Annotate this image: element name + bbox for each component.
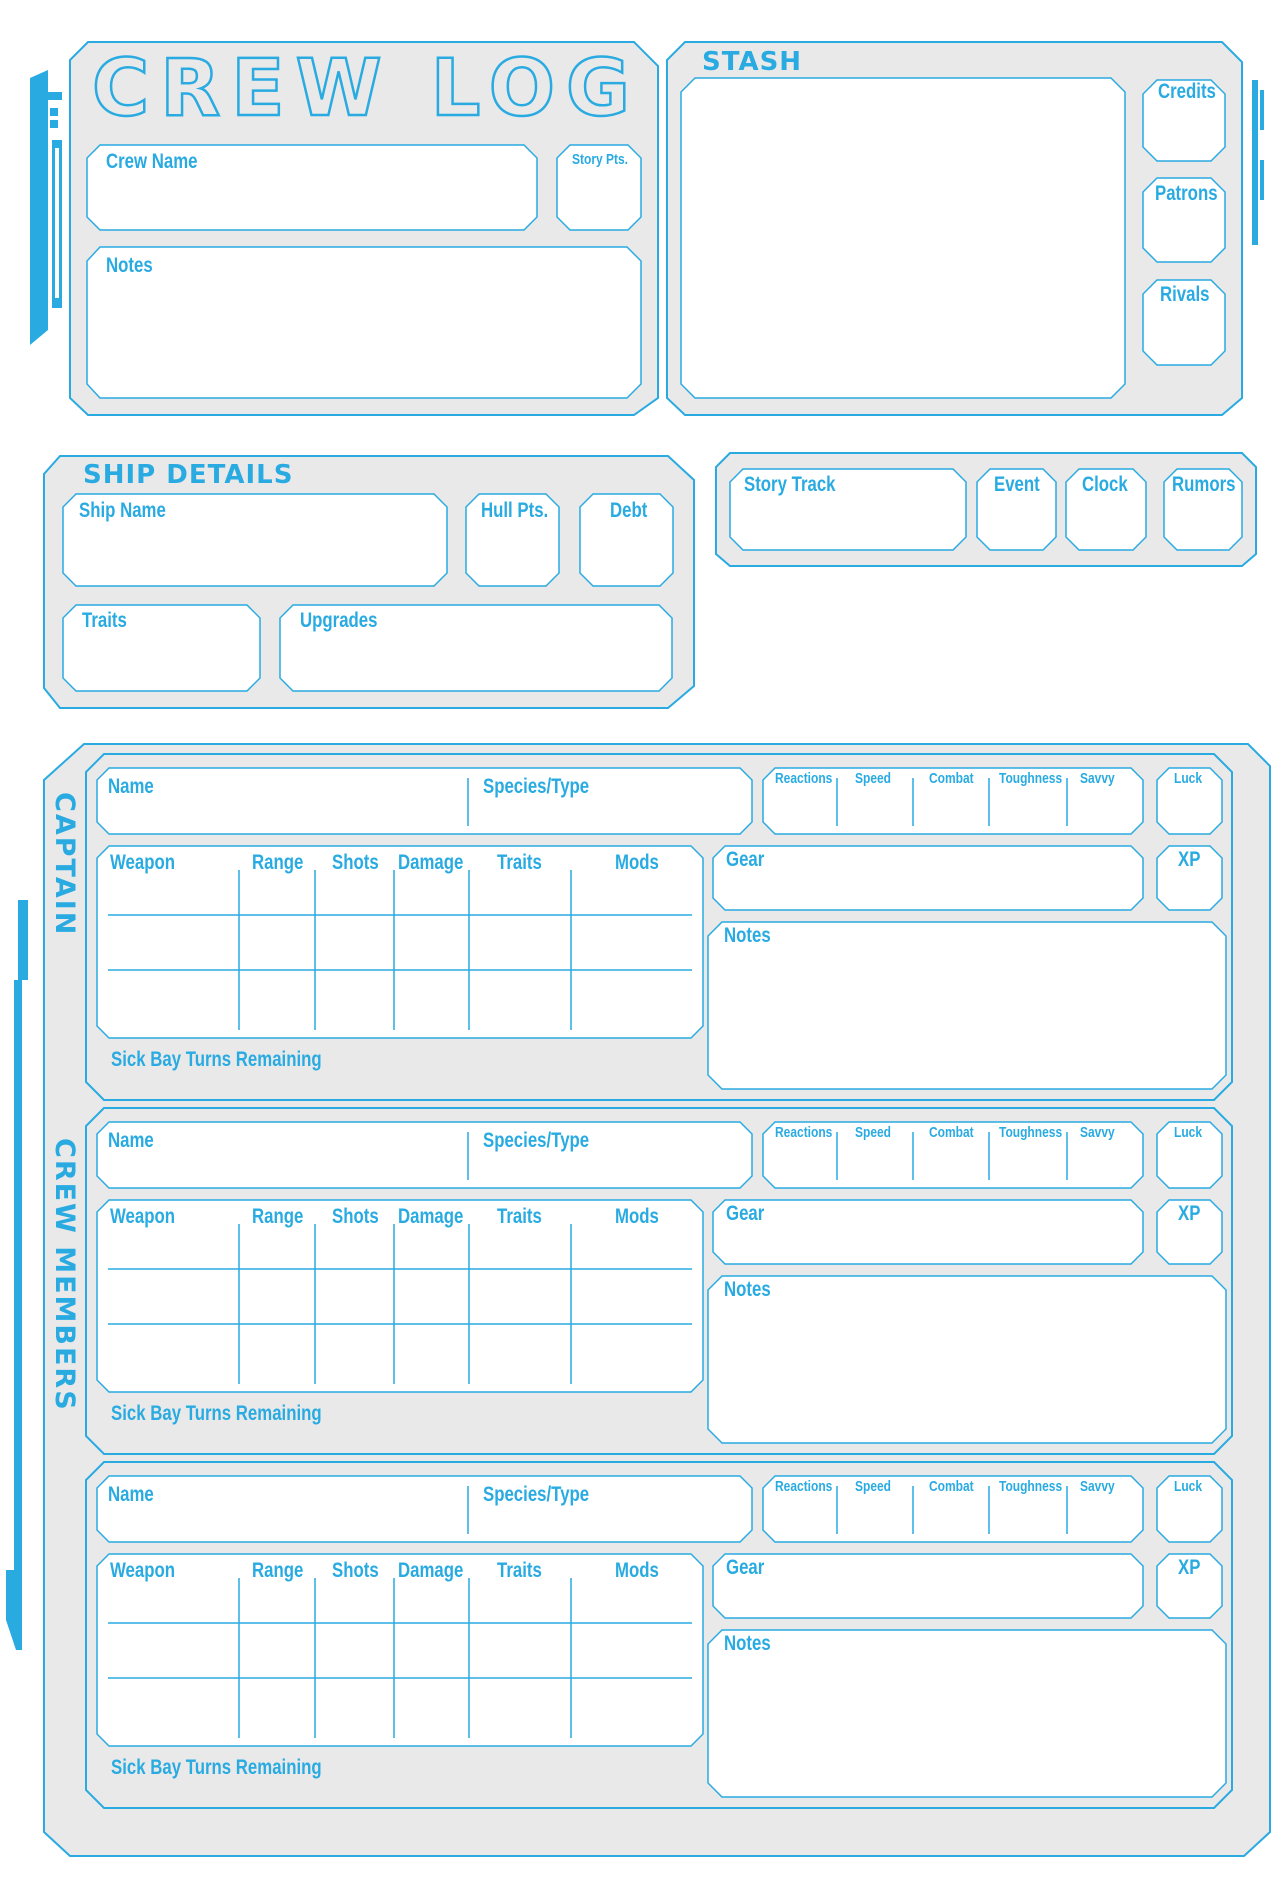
stat-label-combat: Combat [929,1478,974,1495]
sick-bay-label: Sick Bay Turns Remaining [111,1048,322,1071]
captain-side-label: CAPTAIN [49,792,80,937]
stash-heading: STASH [702,47,803,77]
weapon-col-mods: Mods [615,1559,659,1582]
ship-traits-label: Traits [82,609,127,632]
weapon-col-weapon: Weapon [110,851,176,874]
event-label: Event [994,473,1040,496]
gear-label: Gear [726,1202,765,1225]
gear-label: Gear [726,1556,765,1579]
gear-field[interactable] [713,1554,1143,1618]
stat-label-savvy: Savvy [1080,770,1115,787]
weapon-col-range: Range [252,1205,304,1228]
story-pts-label: Story Pts. [572,151,629,168]
weapon-col-range: Range [252,851,304,874]
name-species-field[interactable] [97,1476,752,1542]
hull-pts-label: Hull Pts. [481,499,549,522]
patrons-label: Patrons [1155,182,1218,205]
gear-field[interactable] [713,1200,1143,1264]
sick-bay-label: Sick Bay Turns Remaining [111,1402,322,1425]
character-cards [86,754,1232,1808]
gear-field[interactable] [713,846,1143,910]
weapons-table[interactable] [97,1200,703,1392]
species-label: Species/Type [483,1483,590,1506]
ship-details-heading: SHIP DETAILS [83,460,294,490]
stat-label-savvy: Savvy [1080,1124,1115,1141]
character-notes-label: Notes [724,1632,771,1655]
xp-label: XP [1178,1202,1201,1225]
stat-label-speed: Speed [855,1124,892,1141]
character-notes-label: Notes [724,1278,771,1301]
xp-label: XP [1178,1556,1201,1579]
crew-log-title: CREW LOG [92,44,642,134]
stat-label-toughness: Toughness [999,1124,1063,1141]
credits-label: Credits [1158,80,1216,103]
stat-label-combat: Combat [929,770,974,787]
character-notes-field[interactable] [708,1276,1226,1443]
right-edge-decoration [1252,80,1264,245]
stat-label-toughness: Toughness [999,770,1063,787]
rumors-label: Rumors [1172,473,1236,496]
weapon-col-mods: Mods [615,851,659,874]
weapon-col-traits: Traits [497,851,542,874]
stash-area[interactable] [681,78,1125,398]
weapon-col-shots: Shots [332,851,379,874]
stat-label-combat: Combat [929,1124,974,1141]
weapon-col-weapon: Weapon [110,1205,176,1228]
luck-label: Luck [1174,770,1203,787]
name-label: Name [108,1483,154,1506]
rivals-label: Rivals [1160,283,1210,306]
stat-label-speed: Speed [855,1478,892,1495]
weapon-col-damage: Damage [398,851,464,874]
sick-bay-label: Sick Bay Turns Remaining [111,1756,322,1779]
name-species-field[interactable] [97,768,752,834]
weapons-table[interactable] [97,1554,703,1746]
crew-notes-field[interactable] [87,247,641,398]
stat-label-reactions: Reactions [775,1478,833,1495]
character-notes-label: Notes [724,924,771,947]
stat-label-speed: Speed [855,770,892,787]
ship-name-label: Ship Name [79,499,166,522]
weapon-col-traits: Traits [497,1205,542,1228]
weapons-table[interactable] [97,846,703,1038]
stat-label-toughness: Toughness [999,1478,1063,1495]
xp-label: XP [1178,848,1201,871]
character-notes-field[interactable] [708,1630,1226,1797]
luck-label: Luck [1174,1124,1203,1141]
weapon-col-range: Range [252,1559,304,1582]
character-notes-field[interactable] [708,922,1226,1089]
luck-label: Luck [1174,1478,1203,1495]
species-label: Species/Type [483,1129,590,1152]
stat-label-savvy: Savvy [1080,1478,1115,1495]
weapon-col-damage: Damage [398,1205,464,1228]
story-track-label: Story Track [744,473,836,496]
upgrades-label: Upgrades [300,609,378,632]
gear-label: Gear [726,848,765,871]
debt-label: Debt [610,499,648,522]
clock-label: Clock [1082,473,1128,496]
weapon-col-shots: Shots [332,1559,379,1582]
crew-name-label: Crew Name [106,150,198,173]
crew-notes-label: Notes [106,254,153,277]
stat-label-reactions: Reactions [775,1124,833,1141]
crew-members-side-label: CREW MEMBERS [49,1138,80,1412]
weapon-col-traits: Traits [497,1559,542,1582]
name-label: Name [108,775,154,798]
weapon-col-mods: Mods [615,1205,659,1228]
weapon-col-shots: Shots [332,1205,379,1228]
weapon-col-weapon: Weapon [110,1559,176,1582]
name-label: Name [108,1129,154,1152]
weapon-col-damage: Damage [398,1559,464,1582]
name-species-field[interactable] [97,1122,752,1188]
species-label: Species/Type [483,775,590,798]
stat-label-reactions: Reactions [775,770,833,787]
